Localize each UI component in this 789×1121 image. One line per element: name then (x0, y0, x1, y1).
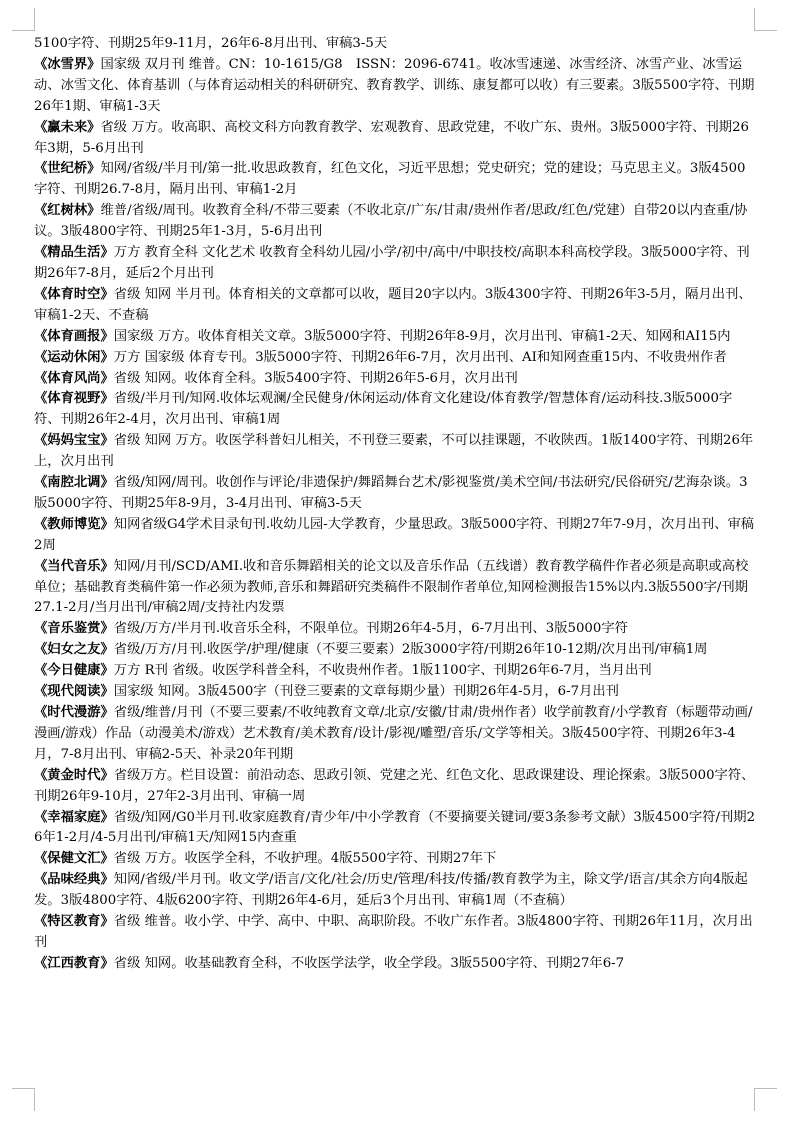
journal-name: 《教师博览》 (34, 516, 114, 532)
journal-list (34, 34, 756, 975)
journal-entry (34, 201, 756, 243)
journal-details: 省级 知网。收体育全科。3版5400字符、刊期26年5-6月，次月出刊 (113, 370, 518, 386)
journal-entry (34, 870, 756, 912)
journal-name: 《运动休闲》 (34, 349, 114, 365)
journal-details: 万方 国家级 体育专刊。3版5000字符、刊期26年6-7月，次月出刊、AI和知网查重15内、不收贵州作者 (113, 349, 727, 365)
journal-details: 省级/维普/月刊（不要三要素/不收纯教育文章/北京/安徽/甘肃/贵州作者）收学前教育/小学教育（标题带动画/漫画/游戏）作品（动漫美术/游戏）艺术教育/美术教育/设计/影视/雕塑/音乐/文学等相关。3版4500字符、刊期26年3-4月，7-8月出刊、审稿2-5天、补录20年刊期 (34, 705, 753, 762)
journal-details: 省级/万方/月刊.收医学/护理/健康（不要三要素）2版3000字符/刊期26年10-12期/次月出刊/审稿1周 (113, 642, 708, 658)
journal-entry (34, 954, 756, 975)
journal-name: 《音乐鉴赏》 (34, 621, 114, 637)
journal-entry (34, 640, 756, 661)
journal-details: 维普/省级/周刊。收教育全科/不带三要素（不收北京/广东/甘肃/贵州作者/思政/红色/党建）自带20以内查重/协议。3版4800字符、刊期25年1-3月，5-6月出刊 (34, 203, 748, 240)
journal-entry (34, 557, 756, 620)
journal-details: 省级/知网/G0半月刊.收家庭教育/青少年/中小学教育（不要摘要关键词/要3条参考文献）3版4500字符/刊期26年1-2月/4-5月出刊/审稿1天/知网15内查重 (34, 809, 756, 846)
journal-entry (34, 912, 756, 954)
journal-name: 《妇女之友》 (34, 642, 114, 658)
journal-details: 知网/月刊/SCD/AMI.收和音乐舞蹈相关的论文以及音乐作品（五线谱）教育教学稿件作者必须是高职或高校单位；基础教育类稿件第一作必须为教师,音乐和舞蹈研究类稿件不限制作者单位,知网检测报告15%以内.3版5500字/刊期27.1-2月/当月出刊/审稿2周/支持社内发票 (34, 558, 749, 616)
journal-entry (34, 118, 756, 160)
journal-name: 《江西教育》 (34, 955, 114, 971)
journal-name: 《黄金时代》 (34, 767, 114, 783)
journal-entry (34, 243, 756, 285)
journal-entry (34, 431, 756, 473)
journal-details: 省级 万方。收高职、高校文科方向教育教学、宏观教育、思政党建，不收广东、贵州。3版5000字符、刊期26年3期，5-6月出刊 (34, 119, 749, 156)
journal-name: 《保健文汇》 (34, 851, 114, 867)
crop-mark-top-left (12, 8, 35, 31)
journal-entry (34, 515, 756, 557)
journal-name: 《精品生活》 (34, 245, 114, 261)
journal-entry (34, 661, 756, 682)
journal-details: 省级/万方/半月刊.收音乐全科，不限单位。刊期26年4-5月，6-7月出刊、3版5000字符 (113, 621, 628, 637)
crop-mark-bottom-left (12, 1088, 35, 1111)
journal-entry (34, 619, 756, 640)
journal-name: 《赢未来》 (34, 119, 101, 135)
journal-entry (34, 389, 756, 431)
journal-entry (34, 766, 756, 808)
journal-entry (34, 348, 756, 369)
journal-name: 《体育视野》 (34, 391, 114, 407)
journal-entry (34, 285, 756, 327)
journal-name: 《今日健康》 (34, 663, 114, 679)
journal-details: 国家级 知网。3版4500字（刊登三要素的文章每期少量）刊期26年4-5月，6-7月出刊 (113, 684, 619, 700)
journal-details: 省级万方。栏目设置：前沿动态、思政引领、党建之光、红色文化、思政课建设、理论探索。3版5000字符、刊期26年9-10月，27年2-3月出刊、审稿一周 (34, 767, 755, 804)
journal-details: 万方 R刊 省级。收医学科普全科，不收贵州作者。1版1100字、刊期26年6-7月，当月出刊 (113, 663, 652, 679)
journal-details: 省级/半月刊/知网.收体坛观澜/全民健身/休闲运动/体育文化建设/体育教学/智慧体育/运动科技.3版5000字符、刊期26年2-4月，次月出刊、审稿1周 (34, 391, 733, 428)
journal-details: 5100字符、刊期25年9-11月，26年6-8月出刊、审稿3-5天 (34, 36, 388, 51)
journal-name: 《品味经典》 (34, 872, 114, 888)
journal-name: 《南腔北调》 (34, 475, 114, 491)
journal-details: 省级 万方。收医学全科，不收护理。4版5500字符、刊期27年下 (113, 851, 497, 867)
journal-entry (34, 703, 756, 766)
journal-name: 《当代音乐》 (34, 558, 114, 574)
journal-name: 《体育时空》 (34, 286, 114, 302)
crop-mark-top-right (754, 8, 777, 31)
journal-name: 《特区教育》 (34, 914, 114, 930)
journal-details: 省级/知网/周刊。收创作与评论/非遗保护/舞蹈舞台艺术/影视鉴赏/美术空间/书法研究/民俗研究/艺海杂谈。3版5000字符、刊期25年8-9月，3-4月出刊、审稿3-5天 (34, 475, 748, 511)
journal-entry (34, 369, 756, 390)
crop-mark-bottom-right (754, 1088, 777, 1111)
journal-entry (34, 327, 756, 348)
journal-name: 《红树林》 (34, 203, 101, 219)
journal-entry (34, 682, 756, 703)
journal-entry (34, 55, 756, 118)
journal-entry (34, 34, 756, 55)
journal-details: 省级 知网 半月刊。体育相关的文章都可以收，题目20字以内。3版4300字符、刊期26年3-5月，隔月出刊、审稿1-2天、不查稿 (34, 286, 752, 323)
journal-name: 《冰雪界》 (34, 56, 101, 72)
journal-entry (34, 159, 756, 201)
journal-name: 《幸福家庭》 (34, 809, 114, 825)
journal-details: 省级 知网 万方。收医学科普妇儿相关，不刊登三要素，不可以挂课题，不收陕西。1版1400字符、刊期26年上，次月出刊 (34, 433, 754, 470)
journal-entry (34, 808, 756, 850)
journal-details: 知网/省级/半月刊。收文学/语言/文化/社会/历史/管理/科技/传播/教育教学为主，除文学/语言/其余方向4版起发。3版4800字符、4版6200字符、刊期26年4-6月，延后3个月出刊、审稿1周（不查稿） (34, 872, 748, 909)
journal-details: 万方 教育全科 文化艺术 收教育全科幼儿园/小学/初中/高中/中职技校/高职本科高校学段。3版5000字符、刊期26年7-8月，延后2个月出刊 (34, 245, 750, 281)
journal-details: 知网/省级/半月刊/第一批.收思政教育，红色文化，习近平思想；党史研究；党的建设；马克思主义。3版4500字符、刊期26.7-8月，隔月出刊、审稿1-2月 (34, 161, 746, 198)
journal-details: 知网省级G4学术目录旬刊.收幼儿园-大学教育，少量思政。3版5000字符、刊期27年7-9月，次月出刊、审稿2周 (34, 516, 755, 553)
journal-name: 《体育风尚》 (34, 370, 114, 386)
journal-name: 《世纪桥》 (34, 161, 101, 177)
journal-name: 《现代阅读》 (34, 684, 114, 700)
journal-entry (34, 473, 756, 515)
journal-name: 《妈妈宝宝》 (34, 433, 114, 449)
journal-name: 《时代漫游》 (34, 705, 114, 720)
journal-details: 省级 知网。收基础教育全科，不收医学法学，收全学段。3版5500字符、刊期27年6-7 (113, 955, 625, 971)
journal-entry (34, 849, 756, 870)
journal-details: 国家级 双月刊 维普。CN：10-1615/G8 ISSN：2096-6741。收冰雪速递、冰雪经济、冰雪产业、冰雪运动、冰雪文化、体育基训（与体育运动相关的科研研究、教育教学、训练、康复都可以收）有三要素。3版5500字符、刊期26年1期、审稿1-3天 (34, 56, 755, 114)
journal-name: 《体育画报》 (34, 328, 114, 344)
journal-details: 省级 维普。收小学、中学、高中、中职、高职阶段。不收广东作者。3版4800字符、刊期26年11月，次月出刊 (34, 914, 753, 950)
journal-details: 国家级 万方。收体育相关文章。3版5000字符、刊期26年8-9月，次月出刊、审稿1-2天、知网和AI15内 (113, 328, 731, 344)
